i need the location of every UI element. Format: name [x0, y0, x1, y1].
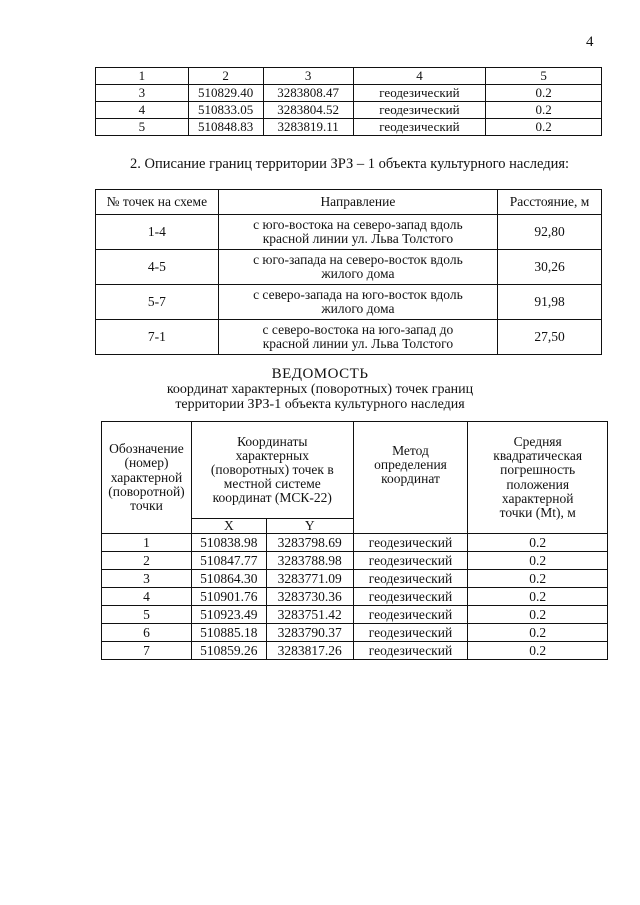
coord-y: 3283817.26 — [266, 642, 353, 660]
column-number: 3 — [263, 68, 353, 85]
table-row — [96, 320, 602, 355]
statement-subtitle: территории ЗРЗ-1 объекта культурного наследия — [175, 397, 465, 412]
error-value: 0.2 — [468, 642, 608, 660]
coord-x: 510859.26 — [191, 642, 266, 660]
table-header-row — [102, 422, 608, 519]
distance-cell: 91,98 — [498, 285, 602, 320]
coord-x: 510838.98 — [191, 534, 266, 552]
direction-line: с северо-запада на юго-восток вдоль — [253, 286, 463, 302]
statement-coordinates-table — [101, 421, 608, 660]
distance-cell: 92,80 — [498, 215, 602, 250]
header-point-designation: Обозначение (номер) характерной (поворотной) точки — [102, 422, 192, 534]
point-number: 2 — [102, 552, 192, 570]
error-value: 0.2 — [486, 102, 602, 119]
direction-line: красной линии ул. Льва Толстого — [262, 336, 454, 351]
coord-x: 510885.18 — [191, 624, 266, 642]
point-number: 1 — [102, 534, 192, 552]
table-row — [102, 534, 608, 552]
coord-x: 510864.30 — [191, 570, 266, 588]
method: геодезический — [353, 119, 486, 136]
table-row — [96, 215, 602, 250]
header-distance: Расстояние, м — [498, 190, 602, 215]
coord-y: 3283808.47 — [263, 85, 353, 102]
point-number: 3 — [96, 85, 189, 102]
table-row — [96, 285, 602, 320]
direction-line: красной линии ул. Льва Толстого — [262, 231, 454, 246]
points-cell: 5-7 — [96, 285, 219, 320]
direction-line: жилого дома — [321, 301, 395, 316]
points-cell: 1-4 — [96, 215, 219, 250]
method: геодезический — [353, 606, 468, 624]
coord-x: 510833.05 — [188, 102, 263, 119]
page-number: 4 — [586, 34, 594, 50]
direction-cell — [218, 250, 497, 285]
section-title: 2. Описание границ территории ЗРЗ – 1 объекта культурного наследия: — [130, 156, 570, 172]
coord-y: 3283790.37 — [266, 624, 353, 642]
coord-x: 510901.76 — [191, 588, 266, 606]
table-row — [102, 642, 608, 660]
coord-x: 510923.49 — [191, 606, 266, 624]
point-number: 5 — [96, 119, 189, 136]
points-cell: 7-1 — [96, 320, 219, 355]
table-row — [102, 570, 608, 588]
statement-subtitle: координат характерных (поворотных) точек границ — [166, 382, 474, 397]
column-number: 5 — [486, 68, 602, 85]
coord-y: 3283788.98 — [266, 552, 353, 570]
method: геодезический — [353, 552, 468, 570]
distance-cell: 30,26 — [498, 250, 602, 285]
coord-y: 3283804.52 — [263, 102, 353, 119]
method: геодезический — [353, 102, 486, 119]
method: геодезический — [353, 570, 468, 588]
method: геодезический — [353, 534, 468, 552]
direction-line: с северо-востока на юго-запад до — [262, 321, 454, 337]
error-value: 0.2 — [486, 85, 602, 102]
error-value: 0.2 — [468, 588, 608, 606]
direction-line: жилого дома — [321, 266, 395, 281]
points-cell: 4-5 — [96, 250, 219, 285]
direction-cell — [218, 285, 497, 320]
column-number: 2 — [188, 68, 263, 85]
table-header-row — [96, 68, 602, 85]
coord-y: 3283730.36 — [266, 588, 353, 606]
coord-y: 3283751.42 — [266, 606, 353, 624]
method: геодезический — [353, 588, 468, 606]
direction-cell — [218, 215, 497, 250]
column-number: 4 — [353, 68, 486, 85]
point-number: 5 — [102, 606, 192, 624]
header-direction: Направление — [218, 190, 497, 215]
table-row — [102, 624, 608, 642]
coord-x: 510829.40 — [188, 85, 263, 102]
error-value: 0.2 — [468, 534, 608, 552]
direction-line: с юго-востока на северо-запад вдоль — [253, 216, 463, 232]
method: геодезический — [353, 624, 468, 642]
coord-y: 3283771.09 — [266, 570, 353, 588]
statement-title: ВЕДОМОСТЬ — [271, 366, 369, 382]
error-value: 0.2 — [486, 119, 602, 136]
coord-x: 510847.77 — [191, 552, 266, 570]
direction-cell — [218, 320, 497, 355]
coord-x: 510848.83 — [188, 119, 263, 136]
method: геодезический — [353, 642, 468, 660]
point-number: 4 — [102, 588, 192, 606]
coordinates-table-continued — [95, 67, 602, 136]
point-number: 4 — [96, 102, 189, 119]
axis-y-label: Y — [266, 519, 353, 534]
table-row — [102, 552, 608, 570]
table-row — [102, 588, 608, 606]
point-number: 7 — [102, 642, 192, 660]
header-points: № точек на схеме — [96, 190, 219, 215]
error-value: 0.2 — [468, 606, 608, 624]
coord-y: 3283798.69 — [266, 534, 353, 552]
table-row — [96, 119, 602, 136]
coord-y: 3283819.11 — [263, 119, 353, 136]
header-mean-error: Средняя квадратическая погрешность положения характерной точки (Mt), м — [468, 422, 608, 534]
distance-cell: 27,50 — [498, 320, 602, 355]
table-row — [96, 85, 602, 102]
error-value: 0.2 — [468, 570, 608, 588]
column-number: 1 — [96, 68, 189, 85]
header-method: Метод определения координат — [353, 422, 468, 534]
error-value: 0.2 — [468, 624, 608, 642]
axis-x-label: X — [191, 519, 266, 534]
table-row — [96, 102, 602, 119]
point-number: 6 — [102, 624, 192, 642]
table-row — [96, 250, 602, 285]
error-value: 0.2 — [468, 552, 608, 570]
point-number: 3 — [102, 570, 192, 588]
table-header-row — [96, 190, 602, 215]
header-coordinates: Координаты характерных (поворотных) точек в местной системе координат (МСК-22) — [191, 422, 353, 519]
direction-line: с юго-запада на северо-восток вдоль — [253, 251, 463, 267]
method: геодезический — [353, 85, 486, 102]
table-row — [102, 606, 608, 624]
boundary-description-table — [95, 189, 602, 355]
